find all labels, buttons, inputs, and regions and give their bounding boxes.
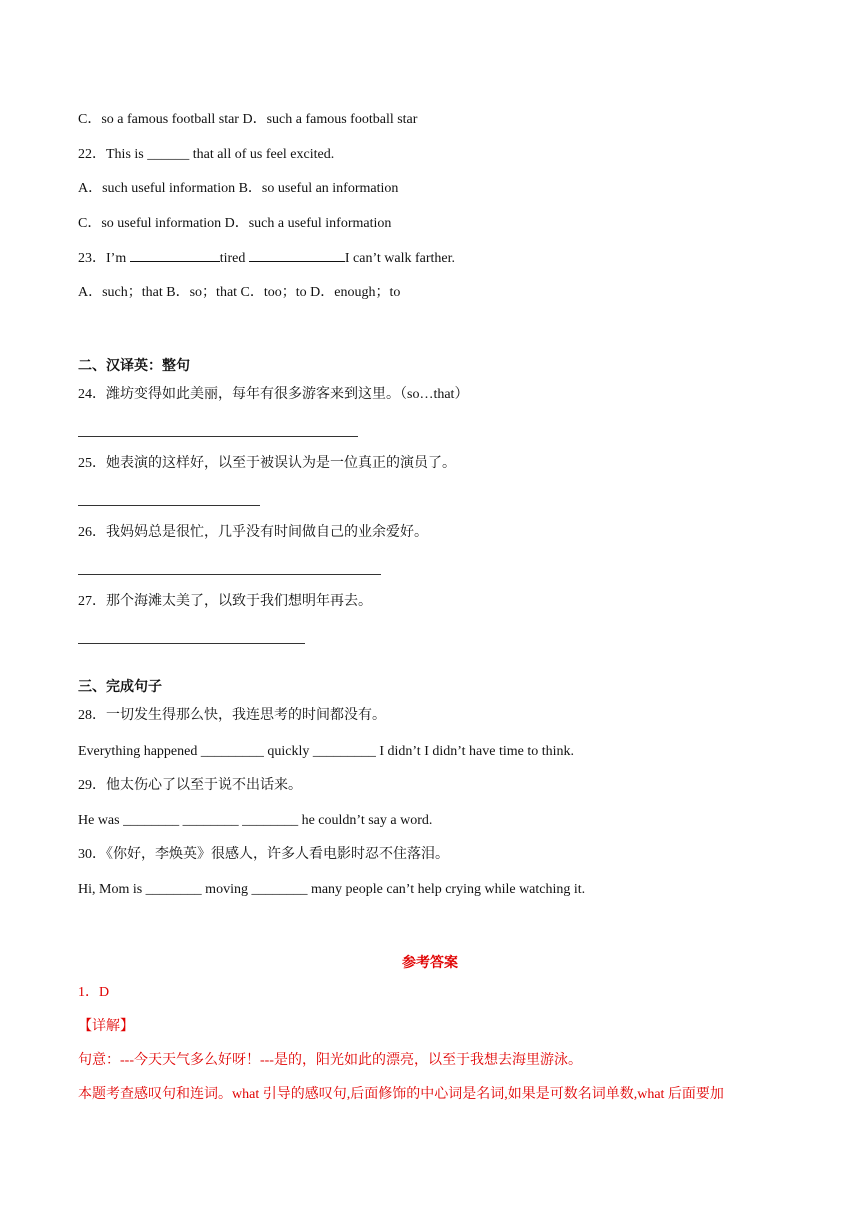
blank-2	[249, 249, 345, 262]
question-23-stem	[78, 249, 455, 268]
blank-1	[130, 249, 220, 262]
answer-analysis: 本题考查感叹句和连词。what 引导的感叹句,后面修饰的中心词是名词,如果是可数名词单数,what 后面要加	[78, 1087, 724, 1102]
question-25: 25．她表演的这样好，以至于被误认为是一位真正的演员了。	[78, 456, 456, 471]
question-26: 26．我妈妈总是很忙，几乎没有时间做自己的业余爱好。	[78, 525, 428, 540]
answer-line-27	[78, 643, 305, 644]
question-22-stem: 22．This is ______ that all of us feel excited.	[78, 147, 335, 162]
answer-meaning: 句意：---今天天气多么好呀！---是的，阳光如此的漂亮，以至于我想去海里游泳。	[78, 1053, 582, 1068]
question-23-options: A．such；that B．so；that C．too；to D．enough；to	[78, 285, 401, 300]
section-3-heading: 三、完成句子	[78, 680, 162, 695]
question-24: 24．潍坊变得如此美丽，每年有很多游客来到这里。（so…that）	[78, 387, 469, 402]
question-23-end: I can’t walk farther.	[344, 251, 456, 266]
question-30-chinese: 30．《你好，李焕英》很感人，许多人看电影时忍不住落泪。	[78, 847, 449, 862]
question-23-middle: tired	[219, 251, 249, 266]
question-30-english: Hi, Mom is ________ moving ________ many people can’t help crying while watching it.	[78, 882, 586, 897]
question-28-chinese: 28．一切发生得那么快，我连思考的时间都没有。	[78, 708, 386, 723]
question-23-number: 23．I’m	[78, 251, 130, 266]
answer-line-25	[78, 505, 260, 506]
answer-1: 1．D	[78, 985, 110, 1000]
question-29-chinese: 29．他太伤心了以至于说不出话来。	[78, 778, 302, 793]
question-27: 27．那个海滩太美了，以致于我们想明年再去。	[78, 594, 372, 609]
answer-line-24	[78, 436, 358, 437]
answer-line-26	[78, 574, 381, 575]
question-29-english: He was ________ ________ ________ he couldn’t say a word.	[78, 813, 433, 828]
detail-label: 【详解】	[78, 1019, 134, 1034]
answers-title: 参考答案	[402, 956, 458, 971]
section-2-heading: 二、汉译英：整句	[78, 359, 190, 374]
question-22-options-cd: C．so useful information D．such a useful information	[78, 216, 392, 231]
question-21-options-cd: C．so a famous football star D．such a famous football star	[78, 112, 418, 127]
question-22-options-ab: A．such useful information B．so useful an information	[78, 181, 399, 196]
question-28-english: Everything happened _________ quickly _________ I didn’t I didn’t have time to think.	[78, 744, 575, 759]
